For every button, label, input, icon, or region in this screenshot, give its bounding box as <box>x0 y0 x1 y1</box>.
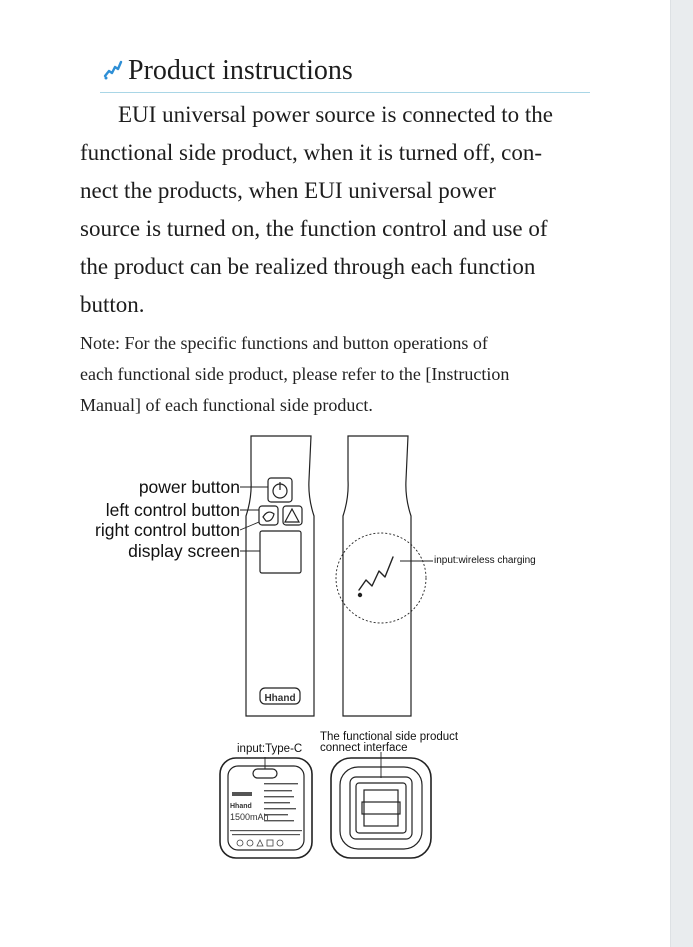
label-type-c: input:Type-C <box>237 743 303 755</box>
paragraph-line: the product can be realized through each function <box>80 254 536 279</box>
note-line: each functional side product, please refer to the [Instruction <box>80 364 510 384</box>
device-logo: Hhand <box>264 693 296 704</box>
note-line: Manual] of each functional side product. <box>80 395 373 415</box>
paragraph-line: nect the products, when EUI universal power <box>80 178 496 203</box>
paragraph-line: EUI universal power source is connected to the <box>118 102 553 127</box>
paragraph-line: source is turned on, the function control and use of <box>80 216 548 241</box>
product-diagram <box>70 430 550 870</box>
spec-brand: Hhand <box>230 803 252 810</box>
instruction-paragraph <box>80 96 600 324</box>
paragraph-line: functional side product, when it is turned off, con- <box>80 140 543 165</box>
label-right-control-button: right control button <box>95 520 240 540</box>
scrollbar[interactable] <box>670 0 693 947</box>
note-paragraph <box>80 328 600 421</box>
note-line: Note: For the specific functions and button operations of <box>80 333 488 353</box>
spec-capacity: 1500mAh <box>230 812 269 822</box>
heading-title: Product instructions <box>128 55 353 86</box>
label-display-screen: display screen <box>128 541 240 561</box>
label-power-button: power button <box>138 477 240 497</box>
label-left-control-button: left control button <box>105 500 240 520</box>
label-wireless-charging: input:wireless charging <box>434 555 536 566</box>
label-interface-line1: The functional side product <box>320 731 459 743</box>
paragraph-line: button. <box>80 292 145 317</box>
lightning-squiggle-icon <box>102 57 124 81</box>
section-heading <box>100 52 590 93</box>
label-interface-line2: connect interface <box>320 742 408 754</box>
